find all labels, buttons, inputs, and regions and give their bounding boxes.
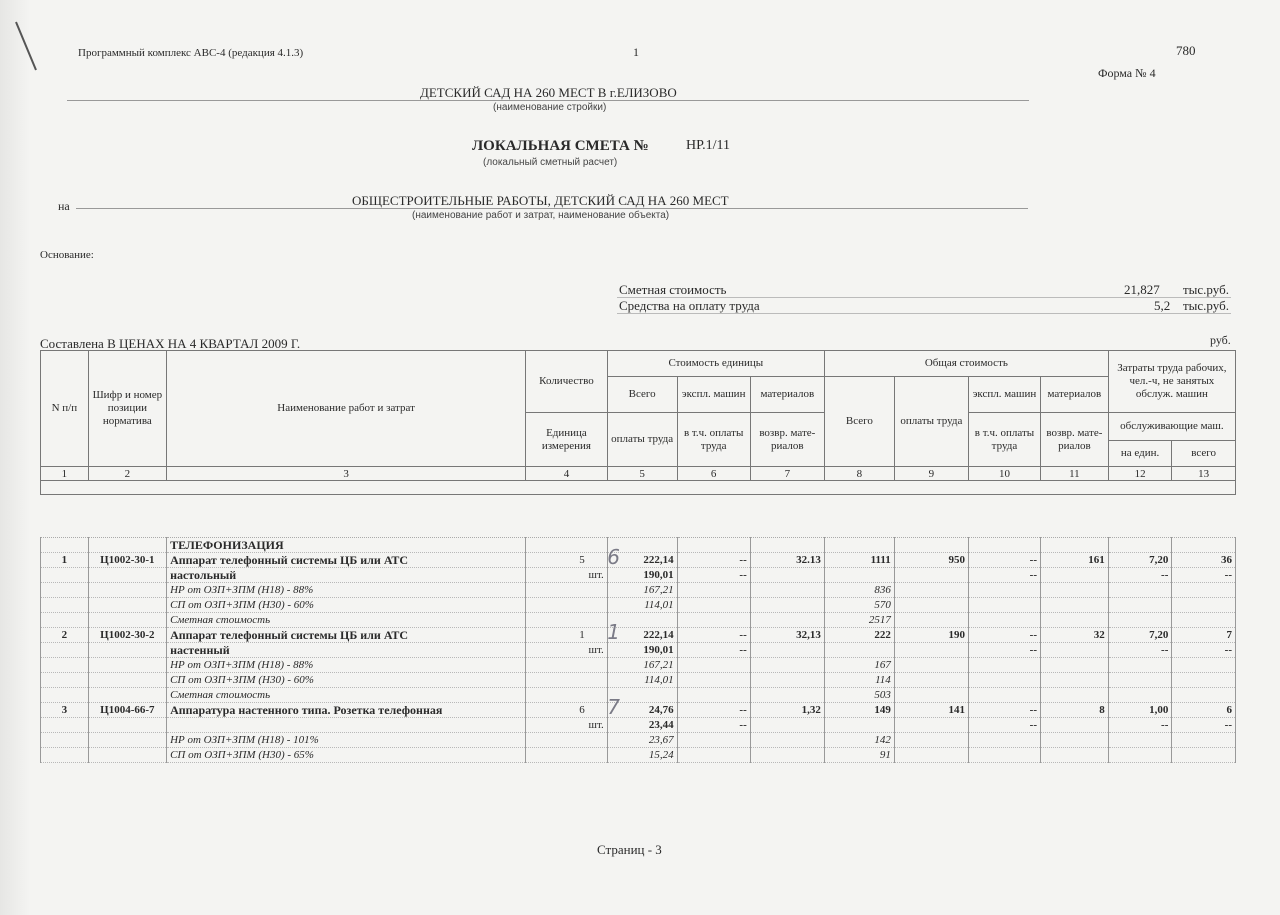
- col-number: 2: [88, 467, 166, 481]
- cell: [677, 673, 750, 688]
- cell: [526, 613, 608, 628]
- divider: [617, 313, 1231, 314]
- col-header-total-return-mat: возвр. мате-риалов: [1040, 413, 1108, 467]
- col-header-unit-return-mat: возвр. мате-риалов: [750, 413, 824, 467]
- item-name-cont: [167, 718, 526, 733]
- estimate-caption: (локальный сметный расчет): [483, 157, 618, 168]
- software-name: Программный комплекс АВС-4 (редакция 4.1.3): [78, 47, 304, 59]
- cell: [968, 733, 1040, 748]
- form-number: Форма № 4: [1098, 66, 1156, 80]
- total-machines: --: [968, 703, 1040, 718]
- total-incl-labor: --: [968, 643, 1040, 658]
- table-row-overhead: [41, 733, 1236, 748]
- overhead-unit: 23,67: [607, 733, 677, 748]
- cell: [88, 718, 166, 733]
- col-header-unit-incl-labor: в т.ч. оплаты труда: [677, 413, 750, 467]
- col-header-total-labor: оплаты труда: [894, 377, 968, 467]
- on-label: на: [58, 199, 70, 213]
- cell: [1172, 658, 1236, 673]
- estimated-cost-label: Сметная стоимость: [167, 688, 526, 703]
- pages-count: Страниц - 3: [597, 842, 662, 857]
- cell: [750, 583, 824, 598]
- cell: [1041, 613, 1109, 628]
- total-incl-labor: --: [968, 718, 1040, 733]
- divider: [67, 100, 1029, 101]
- unit-materials: 1,32: [750, 703, 824, 718]
- cell: [750, 718, 824, 733]
- section-title: ТЕЛЕФОНИЗАЦИЯ: [167, 538, 526, 553]
- works-caption: (наименование работ и затрат, наименование объекта): [412, 210, 670, 221]
- handwritten-qty-correction: 6: [607, 544, 620, 569]
- cell: [894, 643, 968, 658]
- currency-label: руб.: [1210, 333, 1231, 347]
- cell: [968, 598, 1040, 613]
- cell: [88, 583, 166, 598]
- cell: [526, 748, 608, 763]
- unit-labor: 190,01: [607, 643, 677, 658]
- labor-funds-label: Средства на оплату труда: [619, 298, 760, 313]
- table-row-profit: [41, 598, 1236, 613]
- overhead-unit: 167,21: [607, 658, 677, 673]
- estimated-cost-value: 21,827: [1124, 282, 1160, 297]
- cell: [677, 688, 750, 703]
- cell: [677, 613, 750, 628]
- cell: [526, 658, 608, 673]
- cell: [41, 583, 89, 598]
- item-unit: шт.: [526, 718, 608, 733]
- basis-label: Основание:: [40, 249, 94, 261]
- unit-materials: 32,13: [750, 628, 824, 643]
- profit-total: 114: [824, 673, 894, 688]
- labor-all: 36: [1172, 553, 1236, 568]
- cell: [894, 688, 968, 703]
- cell: [968, 658, 1040, 673]
- item-qty: 6: [526, 703, 608, 718]
- cell: [894, 598, 968, 613]
- col-header-unit-total: Всего: [607, 377, 677, 413]
- overhead-unit: 167,21: [607, 583, 677, 598]
- cell: [1108, 748, 1172, 763]
- total-materials: 161: [1041, 553, 1109, 568]
- cell: [1041, 658, 1109, 673]
- overhead-label: НР от ОЗП+ЗПМ (Н18) - 88%: [167, 583, 526, 598]
- table-row: [41, 703, 1236, 718]
- col-header-total-total: Всего: [824, 377, 894, 467]
- cell: [88, 673, 166, 688]
- total-machines: --: [968, 628, 1040, 643]
- cell: [41, 568, 89, 583]
- table-row-estimated-cost: [41, 688, 1236, 703]
- unit-labor: 190,01: [607, 568, 677, 583]
- col-header-total-cost: Общая стоимость: [824, 351, 1108, 377]
- cell: [1041, 673, 1109, 688]
- col-number: 11: [1040, 467, 1108, 481]
- cell: [677, 658, 750, 673]
- table-row-overhead: [41, 583, 1236, 598]
- col-header-qty: Количество: [526, 351, 608, 413]
- unit-total: 24,76: [607, 703, 677, 718]
- cell: [88, 643, 166, 658]
- scan-edge-shadow: [0, 0, 30, 915]
- cell: [41, 733, 89, 748]
- unit-incl-labor: --: [677, 643, 750, 658]
- item-number: 3: [41, 703, 89, 718]
- cell: [894, 583, 968, 598]
- col-header-unit-labor: оплаты труда: [607, 413, 677, 467]
- cell: [1041, 718, 1109, 733]
- cell: [88, 598, 166, 613]
- cell: [750, 748, 824, 763]
- col-number: 13: [1172, 467, 1236, 481]
- cell: [88, 748, 166, 763]
- overhead-total: 836: [824, 583, 894, 598]
- item-number: 1: [41, 553, 89, 568]
- cell: [824, 568, 894, 583]
- labor-per-unit: 7,20: [1108, 553, 1172, 568]
- total-total: 1111: [824, 553, 894, 568]
- profit-unit: 114,01: [607, 673, 677, 688]
- labor-per-unit-serv: --: [1108, 568, 1172, 583]
- col-number: 4: [526, 467, 608, 481]
- cell: [1108, 598, 1172, 613]
- construction-name: ДЕТСКИЙ САД НА 260 МЕСТ В г.ЕЛИЗОВО: [420, 85, 677, 100]
- labor-per-unit: 7,20: [1108, 628, 1172, 643]
- item-code: Ц1004-66-7: [88, 703, 166, 718]
- works-name: ОБЩЕСТРОИТЕЛЬНЫЕ РАБОТЫ, ДЕТСКИЙ САД НА 260 МЕСТ: [352, 193, 729, 208]
- labor-per-unit-serv: --: [1108, 718, 1172, 733]
- col-header-serving-machines: обслуживающие маш.: [1108, 413, 1235, 441]
- cell: [88, 613, 166, 628]
- col-header-unit-machines: экспл. машин: [677, 377, 750, 413]
- cell: [526, 688, 608, 703]
- unit-machines: --: [677, 628, 750, 643]
- spacer-row: [41, 481, 1236, 495]
- cell: [750, 733, 824, 748]
- cell: [526, 583, 608, 598]
- cell: [1108, 688, 1172, 703]
- item-name-cont: настенный: [167, 643, 526, 658]
- cell: [1108, 673, 1172, 688]
- item-qty: 5: [526, 553, 608, 568]
- pen-stroke-mark: [14, 20, 38, 72]
- cell: [894, 568, 968, 583]
- profit-unit: 15,24: [607, 748, 677, 763]
- col-number: 7: [750, 467, 824, 481]
- col-header-num: N п/п: [41, 351, 89, 467]
- cell: [526, 598, 608, 613]
- table-row: [41, 643, 1236, 658]
- item-number: 2: [41, 628, 89, 643]
- cell: [41, 748, 89, 763]
- profit-unit: 114,01: [607, 598, 677, 613]
- cell: [894, 718, 968, 733]
- table-row: [41, 568, 1236, 583]
- prices-note: Составлена В ЦЕНАХ НА 4 КВАРТАЛ 2009 Г.: [40, 336, 301, 351]
- cell: [1108, 733, 1172, 748]
- total-machines: --: [968, 553, 1040, 568]
- estimated-cost-total: 503: [824, 688, 894, 703]
- cell: [41, 688, 89, 703]
- cell: [1041, 598, 1109, 613]
- cell: [750, 688, 824, 703]
- cell: [968, 613, 1040, 628]
- cell: [750, 658, 824, 673]
- cell: [968, 688, 1040, 703]
- cell: [1041, 643, 1109, 658]
- cell: [41, 613, 89, 628]
- cell: [824, 718, 894, 733]
- estimate-number: НР.1/11: [686, 138, 731, 153]
- cell: [968, 748, 1040, 763]
- cell: [750, 613, 824, 628]
- cell: [526, 673, 608, 688]
- cell: [88, 688, 166, 703]
- total-labor: 190: [894, 628, 968, 643]
- col-number: 6: [677, 467, 750, 481]
- col-number: 9: [894, 467, 968, 481]
- item-name: Аппаратура настенного типа. Розетка телефонная: [167, 703, 526, 718]
- cell: [750, 598, 824, 613]
- labor-all-serv: --: [1172, 568, 1236, 583]
- item-code: Ц1002-30-2: [88, 628, 166, 643]
- labor-all-serv: --: [1172, 643, 1236, 658]
- col-header-labor-costs: Затраты труда рабочих, чел.-ч, не занятых обслуж. машин: [1108, 351, 1235, 413]
- cell: [1041, 568, 1109, 583]
- cell: [677, 598, 750, 613]
- col-number: 12: [1108, 467, 1172, 481]
- cell: [41, 598, 89, 613]
- cell: [1041, 688, 1109, 703]
- profit-label: СП от ОЗП+ЗПМ (Н30) - 60%: [167, 673, 526, 688]
- cell: [88, 658, 166, 673]
- cell: [1108, 583, 1172, 598]
- profit-total: 91: [824, 748, 894, 763]
- item-unit: шт.: [526, 643, 608, 658]
- col-number: 8: [824, 467, 894, 481]
- cell: [968, 583, 1040, 598]
- cell: [677, 583, 750, 598]
- unit-materials: 32.13: [750, 553, 824, 568]
- total-total: 222: [824, 628, 894, 643]
- unit-machines: --: [677, 553, 750, 568]
- cell: [894, 613, 968, 628]
- cell: [1172, 613, 1236, 628]
- cell: [824, 643, 894, 658]
- col-header-code: Шифр и номер позиции норматива: [88, 351, 166, 467]
- labor-all-serv: --: [1172, 718, 1236, 733]
- estimated-cost-label: Сметная стоимость: [619, 282, 727, 297]
- cell: [1172, 598, 1236, 613]
- cell: [1172, 733, 1236, 748]
- cell: [1041, 733, 1109, 748]
- cell: [894, 748, 968, 763]
- item-qty: 1: [526, 628, 608, 643]
- estimate-header-table: [40, 350, 1236, 495]
- labor-per-unit-serv: --: [1108, 643, 1172, 658]
- col-header-total-incl-labor: в т.ч. оплаты труда: [968, 413, 1040, 467]
- total-materials: 32: [1041, 628, 1109, 643]
- table-row: [41, 628, 1236, 643]
- cell: [41, 718, 89, 733]
- table-row-estimated-cost: [41, 613, 1236, 628]
- estimated-cost-unit: тыс.руб.: [1183, 282, 1229, 297]
- cell: [750, 643, 824, 658]
- cell: [894, 733, 968, 748]
- unit-machines: --: [677, 703, 750, 718]
- cell: [894, 673, 968, 688]
- estimated-cost-total: 2517: [824, 613, 894, 628]
- total-incl-labor: --: [968, 568, 1040, 583]
- labor-all: 6: [1172, 703, 1236, 718]
- col-number: 5: [607, 467, 677, 481]
- col-header-unit-cost: Стоимость единицы: [607, 351, 824, 377]
- table-row: [41, 553, 1236, 568]
- labor-funds-value: 5,2: [1154, 298, 1171, 313]
- overhead-total: 167: [824, 658, 894, 673]
- unit-incl-labor: --: [677, 718, 750, 733]
- cell: [41, 658, 89, 673]
- cell: [894, 658, 968, 673]
- construction-caption: (наименование стройки): [493, 102, 607, 113]
- col-number: 3: [167, 467, 526, 481]
- cell: [526, 733, 608, 748]
- page-number: 1: [633, 45, 639, 59]
- cell: [1172, 673, 1236, 688]
- col-header-all: всего: [1172, 441, 1236, 467]
- col-number: 10: [968, 467, 1040, 481]
- unit-incl-labor: --: [677, 568, 750, 583]
- cell: [750, 673, 824, 688]
- total-total: 149: [824, 703, 894, 718]
- col-header-name: Наименование работ и затрат: [167, 351, 526, 467]
- cell: [1108, 658, 1172, 673]
- col-header-unit: Единица измерения: [526, 413, 608, 467]
- unit-total: 222,14: [607, 553, 677, 568]
- total-materials: 8: [1041, 703, 1109, 718]
- handwritten-qty-correction: 1: [607, 619, 620, 644]
- cell: [677, 733, 750, 748]
- col-number: 1: [41, 467, 89, 481]
- profit-total: 570: [824, 598, 894, 613]
- profit-label: СП от ОЗП+ЗПМ (Н30) - 60%: [167, 598, 526, 613]
- table-row-profit: [41, 673, 1236, 688]
- cell: [41, 673, 89, 688]
- table-row-overhead: [41, 658, 1236, 673]
- cell: [41, 643, 89, 658]
- item-name: Аппарат телефонный системы ЦБ или АТС: [167, 553, 526, 568]
- cell: [1172, 583, 1236, 598]
- item-code: Ц1002-30-1: [88, 553, 166, 568]
- labor-all: 7: [1172, 628, 1236, 643]
- labor-funds-unit: тыс.руб.: [1183, 298, 1229, 313]
- labor-per-unit: 1,00: [1108, 703, 1172, 718]
- cell: [750, 568, 824, 583]
- overhead-label: НР от ОЗП+ЗПМ (Н18) - 101%: [167, 733, 526, 748]
- col-header-unit-materials: материалов: [750, 377, 824, 413]
- cell: [1041, 583, 1109, 598]
- unit-total: 222,14: [607, 628, 677, 643]
- item-name: Аппарат телефонный системы ЦБ или АТС: [167, 628, 526, 643]
- cell: [1041, 748, 1109, 763]
- unit-labor: 23,44: [607, 718, 677, 733]
- divider: [76, 208, 1028, 209]
- profit-label: СП от ОЗП+ЗПМ (Н30) - 65%: [167, 748, 526, 763]
- cell: [1172, 688, 1236, 703]
- total-labor: 950: [894, 553, 968, 568]
- estimated-cost-label: Сметная стоимость: [167, 613, 526, 628]
- col-header-per-unit: на един.: [1108, 441, 1172, 467]
- item-name-cont: настольный: [167, 568, 526, 583]
- estimate-body-table: [40, 537, 1236, 763]
- overhead-label: НР от ОЗП+ЗПМ (Н18) - 88%: [167, 658, 526, 673]
- cell: [88, 733, 166, 748]
- cell: [1172, 748, 1236, 763]
- cell: [968, 673, 1040, 688]
- table-row: [41, 718, 1236, 733]
- cell: [677, 748, 750, 763]
- item-unit: шт.: [526, 568, 608, 583]
- cell: [88, 568, 166, 583]
- col-header-total-machines: экспл. машин: [968, 377, 1040, 413]
- cell: [1108, 613, 1172, 628]
- estimate-title: ЛОКАЛЬНАЯ СМЕТА №: [472, 138, 649, 154]
- col-header-total-materials: материалов: [1040, 377, 1108, 413]
- handwritten-qty-correction: 7: [607, 694, 620, 719]
- table-row-profit: [41, 748, 1236, 763]
- sheet-number: 780: [1176, 43, 1196, 58]
- overhead-total: 142: [824, 733, 894, 748]
- total-labor: 141: [894, 703, 968, 718]
